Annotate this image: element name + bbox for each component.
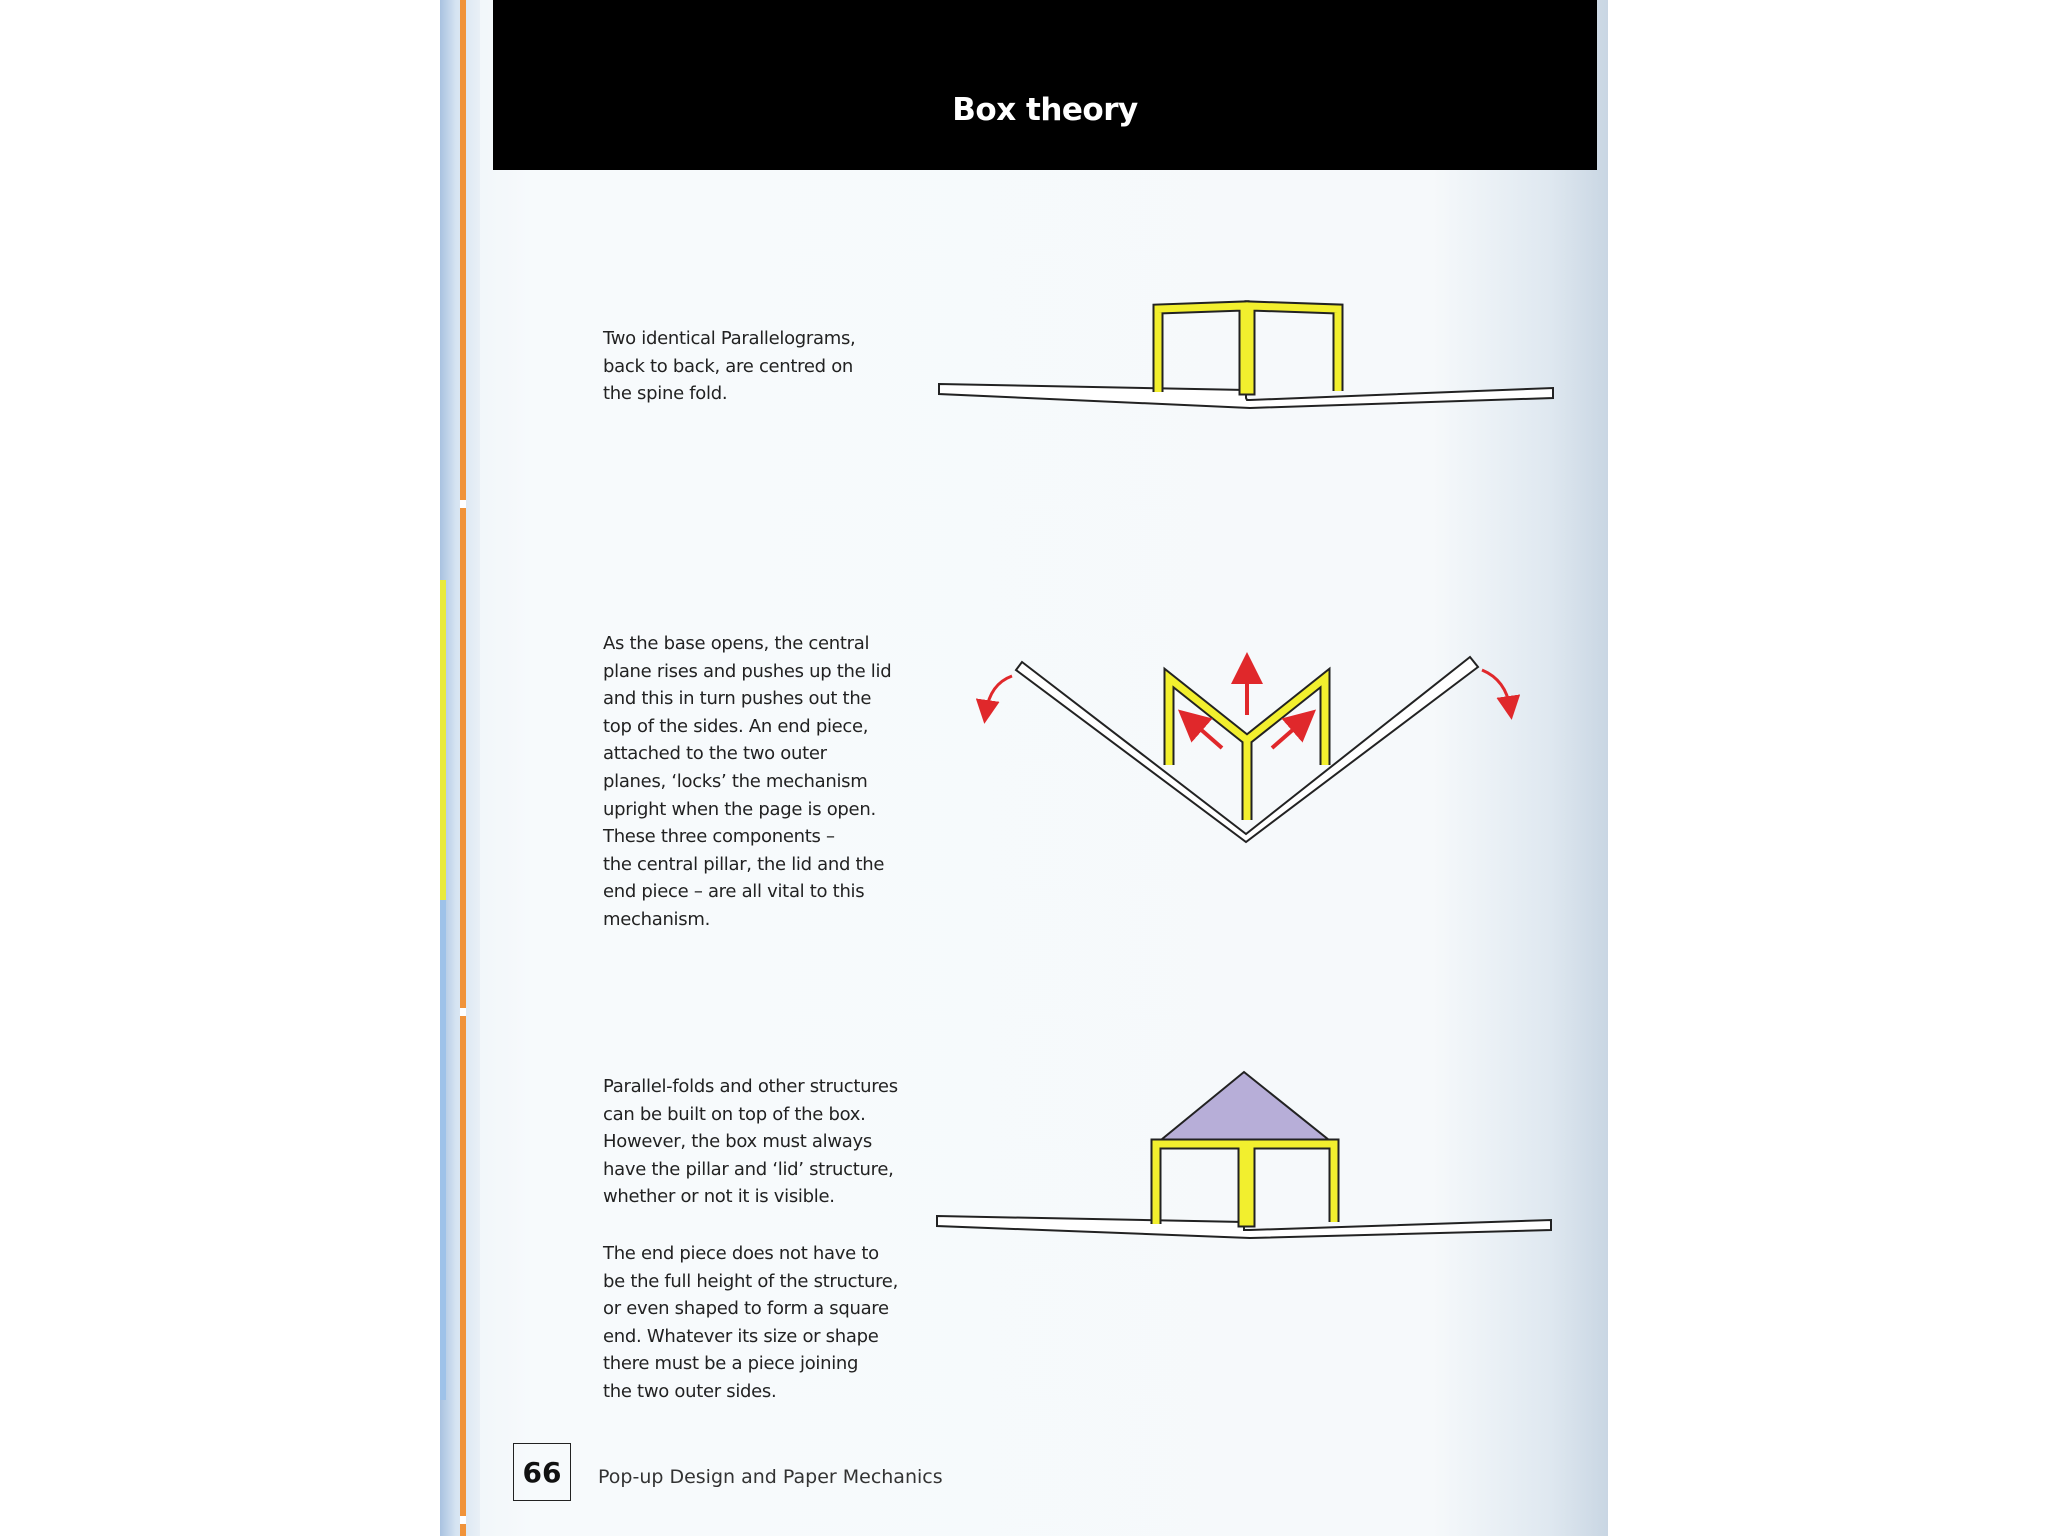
text-line: end piece – are all vital to this	[603, 881, 865, 903]
text-line: can be built on top of the box.	[603, 1103, 866, 1125]
text-line: and this in turn pushes out the	[603, 688, 872, 710]
arrow-up-right-icon	[1272, 720, 1304, 748]
curved-arrow-left-icon	[986, 676, 1012, 712]
text-line: back to back, are centred on	[603, 355, 854, 377]
text-line: the spine fold.	[603, 383, 728, 405]
running-footer-title: Pop-up Design and Paper Mechanics	[598, 1466, 943, 1488]
text-line: Parallel-folds and other structures	[603, 1076, 898, 1097]
text-line: plane rises and pushes up the lid	[603, 660, 892, 682]
curved-arrow-right-icon	[1482, 670, 1510, 708]
text-line: top of the sides. An end piece,	[603, 715, 869, 737]
box-yellow-parallelograms	[1158, 306, 1338, 392]
text-line: the two outer sides.	[603, 1380, 777, 1402]
diagram-opening-v	[986, 657, 1510, 842]
arrow-up-left-icon	[1190, 720, 1222, 748]
text-line: planes, ‘locks’ the mechanism	[603, 770, 868, 792]
text-line: whether or not it is visible.	[603, 1186, 835, 1208]
text-line: The end piece does not have to	[603, 1243, 879, 1264]
text-line: upright when the page is open.	[603, 798, 876, 820]
text-line: have the pillar and ‘lid’ structure,	[603, 1158, 894, 1180]
diagram-box-with-roof	[937, 1072, 1551, 1238]
box2-yellow	[1156, 1144, 1334, 1224]
text-line: the central pillar, the lid and the	[603, 853, 885, 875]
text-line: However, the box must always	[603, 1131, 872, 1153]
page-title: Box theory	[952, 92, 1138, 128]
text-line: there must be a piece joining	[603, 1353, 859, 1375]
roof-lilac	[1156, 1072, 1334, 1144]
text-line: or even shaped to form a square	[603, 1298, 889, 1320]
text-line: mechanism.	[603, 908, 710, 930]
page-number-box: 66	[513, 1443, 571, 1501]
diagram-flat-box	[939, 306, 1553, 408]
text-line: attached to the two outer	[603, 743, 827, 765]
text-line: As the base opens, the central	[603, 633, 870, 654]
text-line: end. Whatever its size or shape	[603, 1325, 879, 1347]
text-line: These three components –	[603, 826, 835, 848]
text-line: be the full height of the structure,	[603, 1270, 898, 1292]
text-line: Two identical Parallelograms,	[603, 328, 856, 349]
